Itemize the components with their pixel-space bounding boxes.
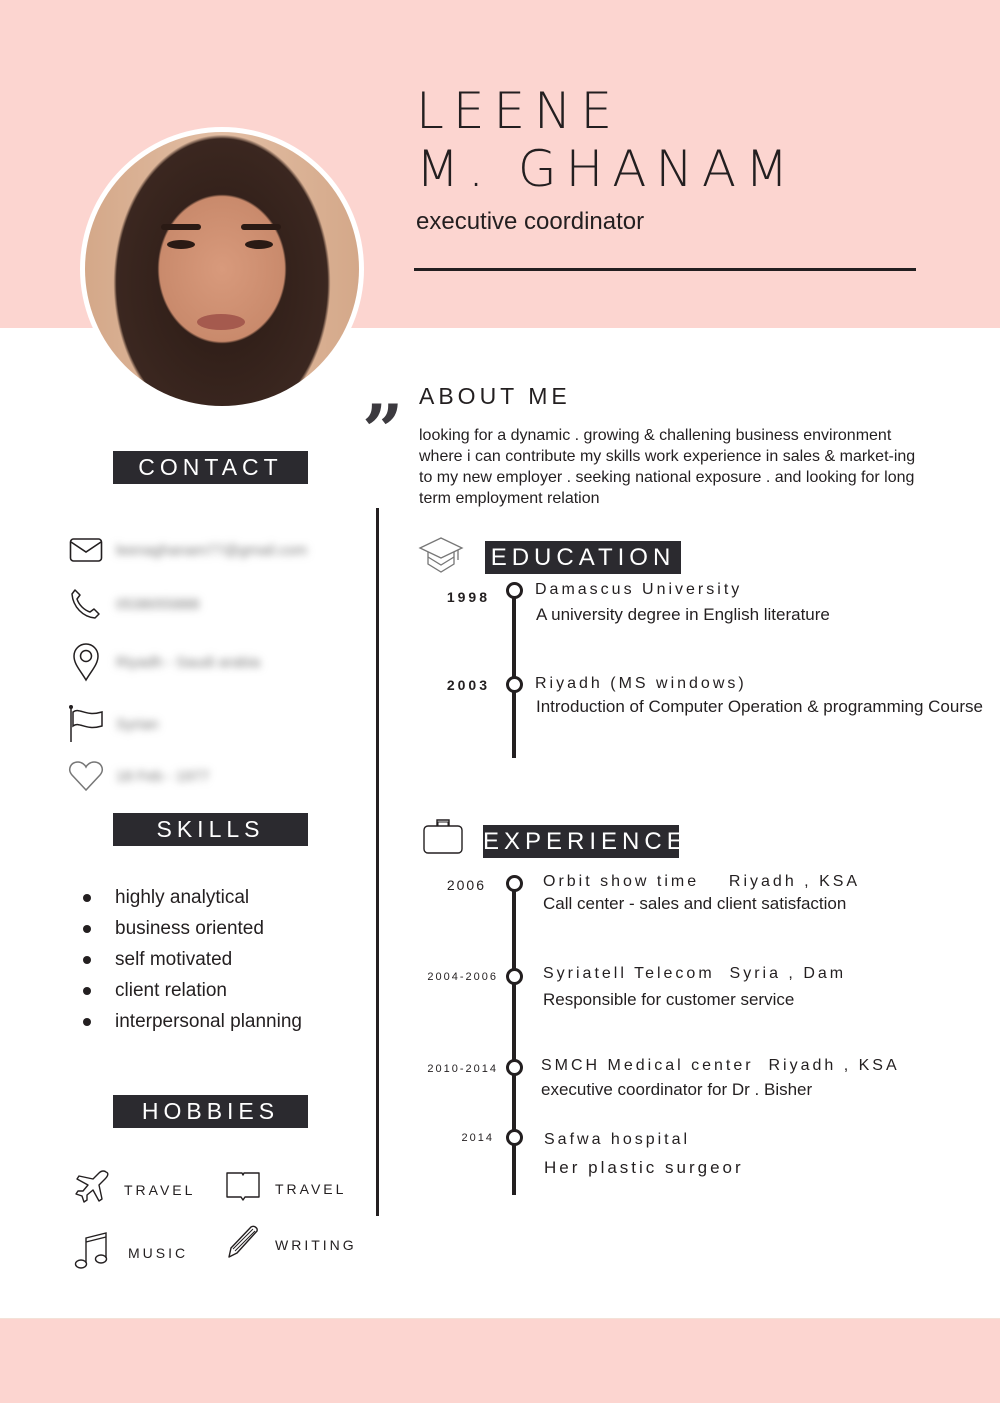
skill-label: highly analytical <box>115 886 250 908</box>
hobby-reading <box>225 1170 346 1207</box>
skill-item <box>83 944 302 975</box>
phone-icon <box>68 584 104 624</box>
briefcase-icon <box>422 816 464 861</box>
photo-eye-left <box>167 240 195 249</box>
profile-photo-image <box>85 132 359 406</box>
skill-item <box>83 1006 302 1037</box>
skill-item <box>83 913 302 944</box>
hobby-music <box>74 1230 188 1275</box>
hobby-writing <box>225 1224 357 1265</box>
skills-heading: SKILLS <box>113 813 308 846</box>
heart-icon <box>68 756 104 796</box>
experience-desc: Call center - sales and client satisfaction <box>543 894 847 913</box>
experience-title: SMCH Medical center Riyadh , KSA <box>541 1057 900 1074</box>
photo-eye-right <box>245 240 273 249</box>
skill-item <box>83 975 302 1006</box>
flag-icon <box>68 704 104 744</box>
experience-heading: EXPERIENCE <box>483 825 679 858</box>
pencil-icon <box>225 1224 261 1265</box>
hobby-label: WRITING <box>275 1236 357 1253</box>
education-desc: A university degree in English literature <box>536 605 830 624</box>
bullet-icon <box>83 956 91 964</box>
skill-label: self motivated <box>115 948 233 970</box>
bullet-icon <box>83 925 91 933</box>
hobby-travel <box>74 1170 195 1209</box>
book-icon <box>225 1170 261 1207</box>
bullet-icon <box>83 1018 91 1026</box>
last-name: M. GHANAM <box>416 140 798 198</box>
graduation-cap-icon <box>418 535 464 580</box>
skills-list <box>83 882 302 1037</box>
hobby-label: TRAVEL <box>275 1180 347 1197</box>
hobby-label: MUSIC <box>128 1244 189 1261</box>
contact-email <box>68 530 368 570</box>
experience-timeline <box>512 884 516 1195</box>
hobby-label: TRAVEL <box>124 1181 196 1198</box>
footer-band <box>0 1318 1000 1403</box>
bullet-icon <box>83 894 91 902</box>
contact-heading: CONTACT <box>113 451 308 484</box>
about-text: looking for a dynamic . growing & challening business environment where i can contribute my skills work experience in sales & market-ing to my new employer . seeking national exposure . and looking for long term employment relation <box>419 427 916 507</box>
job-title: executive coordinator <box>416 208 645 235</box>
contact-birthday <box>68 756 368 796</box>
quote-icon: ” <box>362 388 404 473</box>
profile-photo <box>80 127 364 411</box>
photo-lips <box>197 314 245 330</box>
skill-item <box>83 882 302 913</box>
timeline-node <box>506 875 523 892</box>
experience-year: 2006 <box>446 877 486 893</box>
contact-location <box>68 642 368 682</box>
education-heading: EDUCATION <box>485 541 681 574</box>
education-year: 2003 <box>446 677 490 693</box>
experience-year: 2004-2006 <box>427 971 498 983</box>
experience-title: Safwa hospital <box>544 1131 691 1148</box>
contact-phone <box>68 584 368 624</box>
column-divider <box>376 508 379 1216</box>
title-underline <box>414 268 916 271</box>
contact-birthday-value: 18 Feb - 1977 <box>116 767 210 785</box>
timeline-node <box>506 676 523 693</box>
experience-title: Syriatell Telecom Syria , Dam <box>543 965 847 982</box>
hobbies-heading: HOBBIES <box>113 1095 308 1128</box>
contact-phone-value: 0538055888 <box>116 595 200 613</box>
education-timeline <box>512 590 516 758</box>
skill-label: interpersonal planning <box>115 1010 302 1032</box>
experience-year: 2014 <box>461 1132 494 1144</box>
about-title: ABOUT ME <box>419 383 571 409</box>
location-pin-icon <box>68 642 104 682</box>
experience-desc: Her plastic surgeor <box>544 1158 744 1177</box>
experience-desc: Responsible for customer service <box>543 990 795 1009</box>
education-desc: Introduction of Computer Operation & programming Course <box>536 697 983 716</box>
airplane-icon <box>74 1170 110 1209</box>
first-name: LEENE <box>416 82 622 140</box>
bullet-icon <box>83 987 91 995</box>
timeline-node <box>506 1059 523 1076</box>
contact-email-value: leenaghanam77@gmail.com <box>116 541 308 559</box>
photo-brow-right <box>241 224 281 230</box>
skill-label: client relation <box>115 979 227 1001</box>
timeline-node <box>506 1129 523 1146</box>
envelope-icon <box>68 530 104 570</box>
contact-nationality-value: Syrian <box>116 715 159 733</box>
experience-title: Orbit show time Riyadh , KSA <box>543 873 861 890</box>
experience-year: 2010-2014 <box>427 1063 498 1075</box>
education-title: Damascus University <box>535 581 743 598</box>
contact-nationality <box>68 704 368 744</box>
timeline-node <box>506 968 523 985</box>
experience-desc: executive coordinator for Dr . Bisher <box>541 1080 813 1099</box>
music-note-icon <box>74 1230 110 1275</box>
education-year: 1998 <box>446 589 490 605</box>
skill-label: business oriented <box>115 917 264 939</box>
contact-location-value: Riyadh - Saudi arabia <box>116 653 261 671</box>
photo-brow-left <box>161 224 201 230</box>
timeline-node <box>506 582 523 599</box>
education-title: Riyadh (MS windows) <box>535 675 747 692</box>
